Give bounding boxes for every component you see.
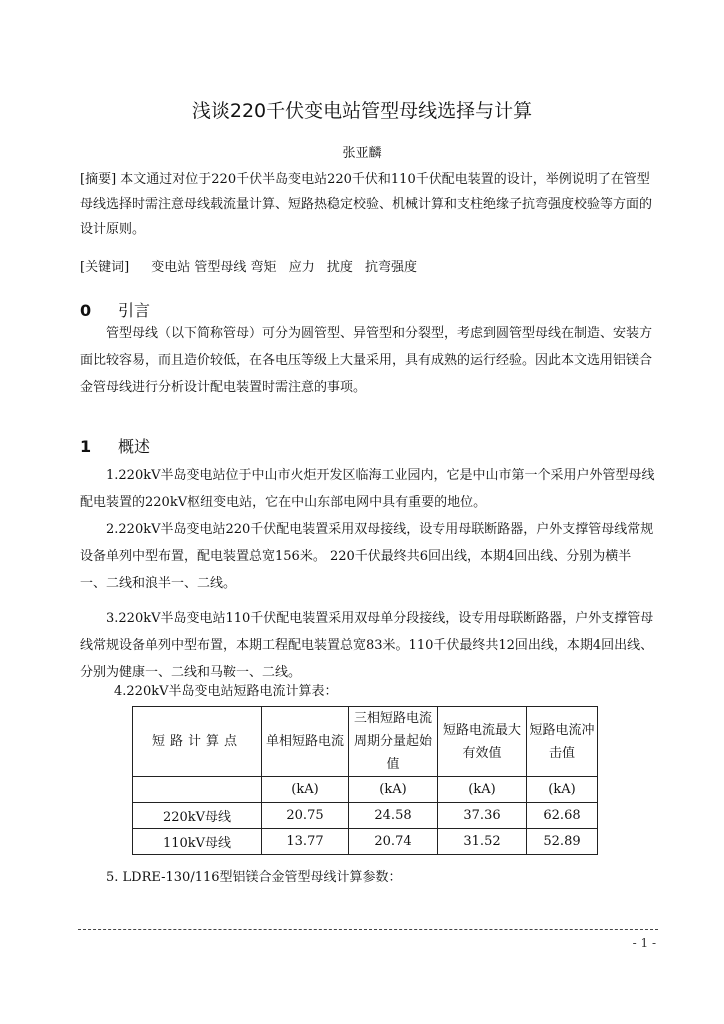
abstract: [摘要] 本文通过对位于220千伏半岛变电站220千伏和110千伏配电装置的设计，举例说明了在管型母线选择时需注意母线载流量计算、短路热稳定校验、机械计算和支柱绝缘子抗弯强度校验等方面的设计原则。	[80, 172, 653, 237]
table-cell: 220kV母线	[133, 803, 262, 829]
section-title: 引言	[118, 301, 151, 320]
table-unit-cell: (kA)	[527, 777, 598, 803]
table-row	[133, 803, 598, 829]
table-cell: 20.75	[262, 803, 349, 829]
table-header-cell: 单相短路电流	[262, 707, 349, 777]
table-cell: 52.89	[527, 829, 598, 855]
keywords	[80, 255, 656, 280]
overview-paragraph-1: 1.220kV半岛变电站位于中山市火炬开发区临海工业园内，它是中山市第一个采用户外管型母线配电装置的220kV枢纽变电站，它在中山东部电网中具有重要的地位。	[80, 468, 655, 510]
section-heading-0	[80, 298, 150, 321]
keyword-item: 变电站 管型母线 弯矩	[151, 260, 277, 275]
table-unit-cell	[133, 777, 262, 803]
section-number: 1	[80, 437, 92, 456]
table-caption: 4.220kV半岛变电站短路电流计算表：	[114, 684, 338, 699]
table-header-cell: 短路电流最大有效值	[438, 707, 527, 777]
table-header-cell: 三相短路电流周期分量起始值	[349, 707, 438, 777]
table-unit-row	[133, 777, 598, 803]
table-cell: 31.52	[438, 829, 527, 855]
parameters-caption: 5. LDRE-130/116型铝镁合金管型母线计算参数：	[106, 870, 402, 885]
table-header-row	[133, 707, 598, 777]
keyword-item: 应力	[288, 260, 315, 275]
keywords-label: [关键词]	[80, 260, 130, 275]
table-header-cell: 短路电流冲击值	[527, 707, 598, 777]
short-circuit-table	[132, 706, 598, 855]
keyword-item: 扰度	[326, 260, 353, 275]
intro-paragraph: 管型母线（以下简称管母）可分为圆管型、异管型和分裂型，考虑到圆管型母线在制造、安装方面比较容易，而且造价较低，在各电压等级上大量采用，具有成熟的运行经验。因此本文选用铝镁合金管母线进行分析设计配电装置时需注意的事项。	[80, 326, 653, 395]
overview-paragraph-2: 2.220kV半岛变电站220千伏配电装置采用双母接线，设专用母联断路器，户外支撑管母线常规设备单列中型布置，配电装置总宽156米。 220千伏最终共6回出线，本期4回出线、分别为横半一、二线和浪半一、二线。	[80, 522, 654, 591]
table-cell: 20.74	[349, 829, 438, 855]
keyword-item: 抗弯强度	[365, 260, 418, 275]
footer-divider	[78, 929, 658, 930]
page-number: - 1 -	[632, 936, 656, 950]
table-cell: 24.58	[349, 803, 438, 829]
author-name: 张亚麟	[342, 146, 382, 161]
table-row	[133, 829, 598, 855]
table-cell: 13.77	[262, 829, 349, 855]
overview-paragraph-3: 3.220kV半岛变电站110千伏配电装置采用双母单分段接线，设专用母联断路器，户外支撑管母线常规设备单列中型布置，本期工程配电装置总宽83米。110千伏最终共12回出线，本期4回出线、分别为健康一、二线和马鞍一、二线。	[80, 611, 654, 680]
section-heading-1	[80, 434, 150, 457]
table-cell: 62.68	[527, 803, 598, 829]
table-cell: 37.36	[438, 803, 527, 829]
table-unit-cell: (kA)	[349, 777, 438, 803]
paper-title: 浅谈220千伏变电站管型母线选择与计算	[191, 100, 533, 122]
section-title: 概述	[118, 437, 151, 456]
table-header-cell: 短路计算点	[133, 707, 262, 777]
table-unit-cell: (kA)	[262, 777, 349, 803]
table-unit-cell: (kA)	[438, 777, 527, 803]
section-number: 0	[80, 301, 92, 320]
table-cell: 110kV母线	[133, 829, 262, 855]
